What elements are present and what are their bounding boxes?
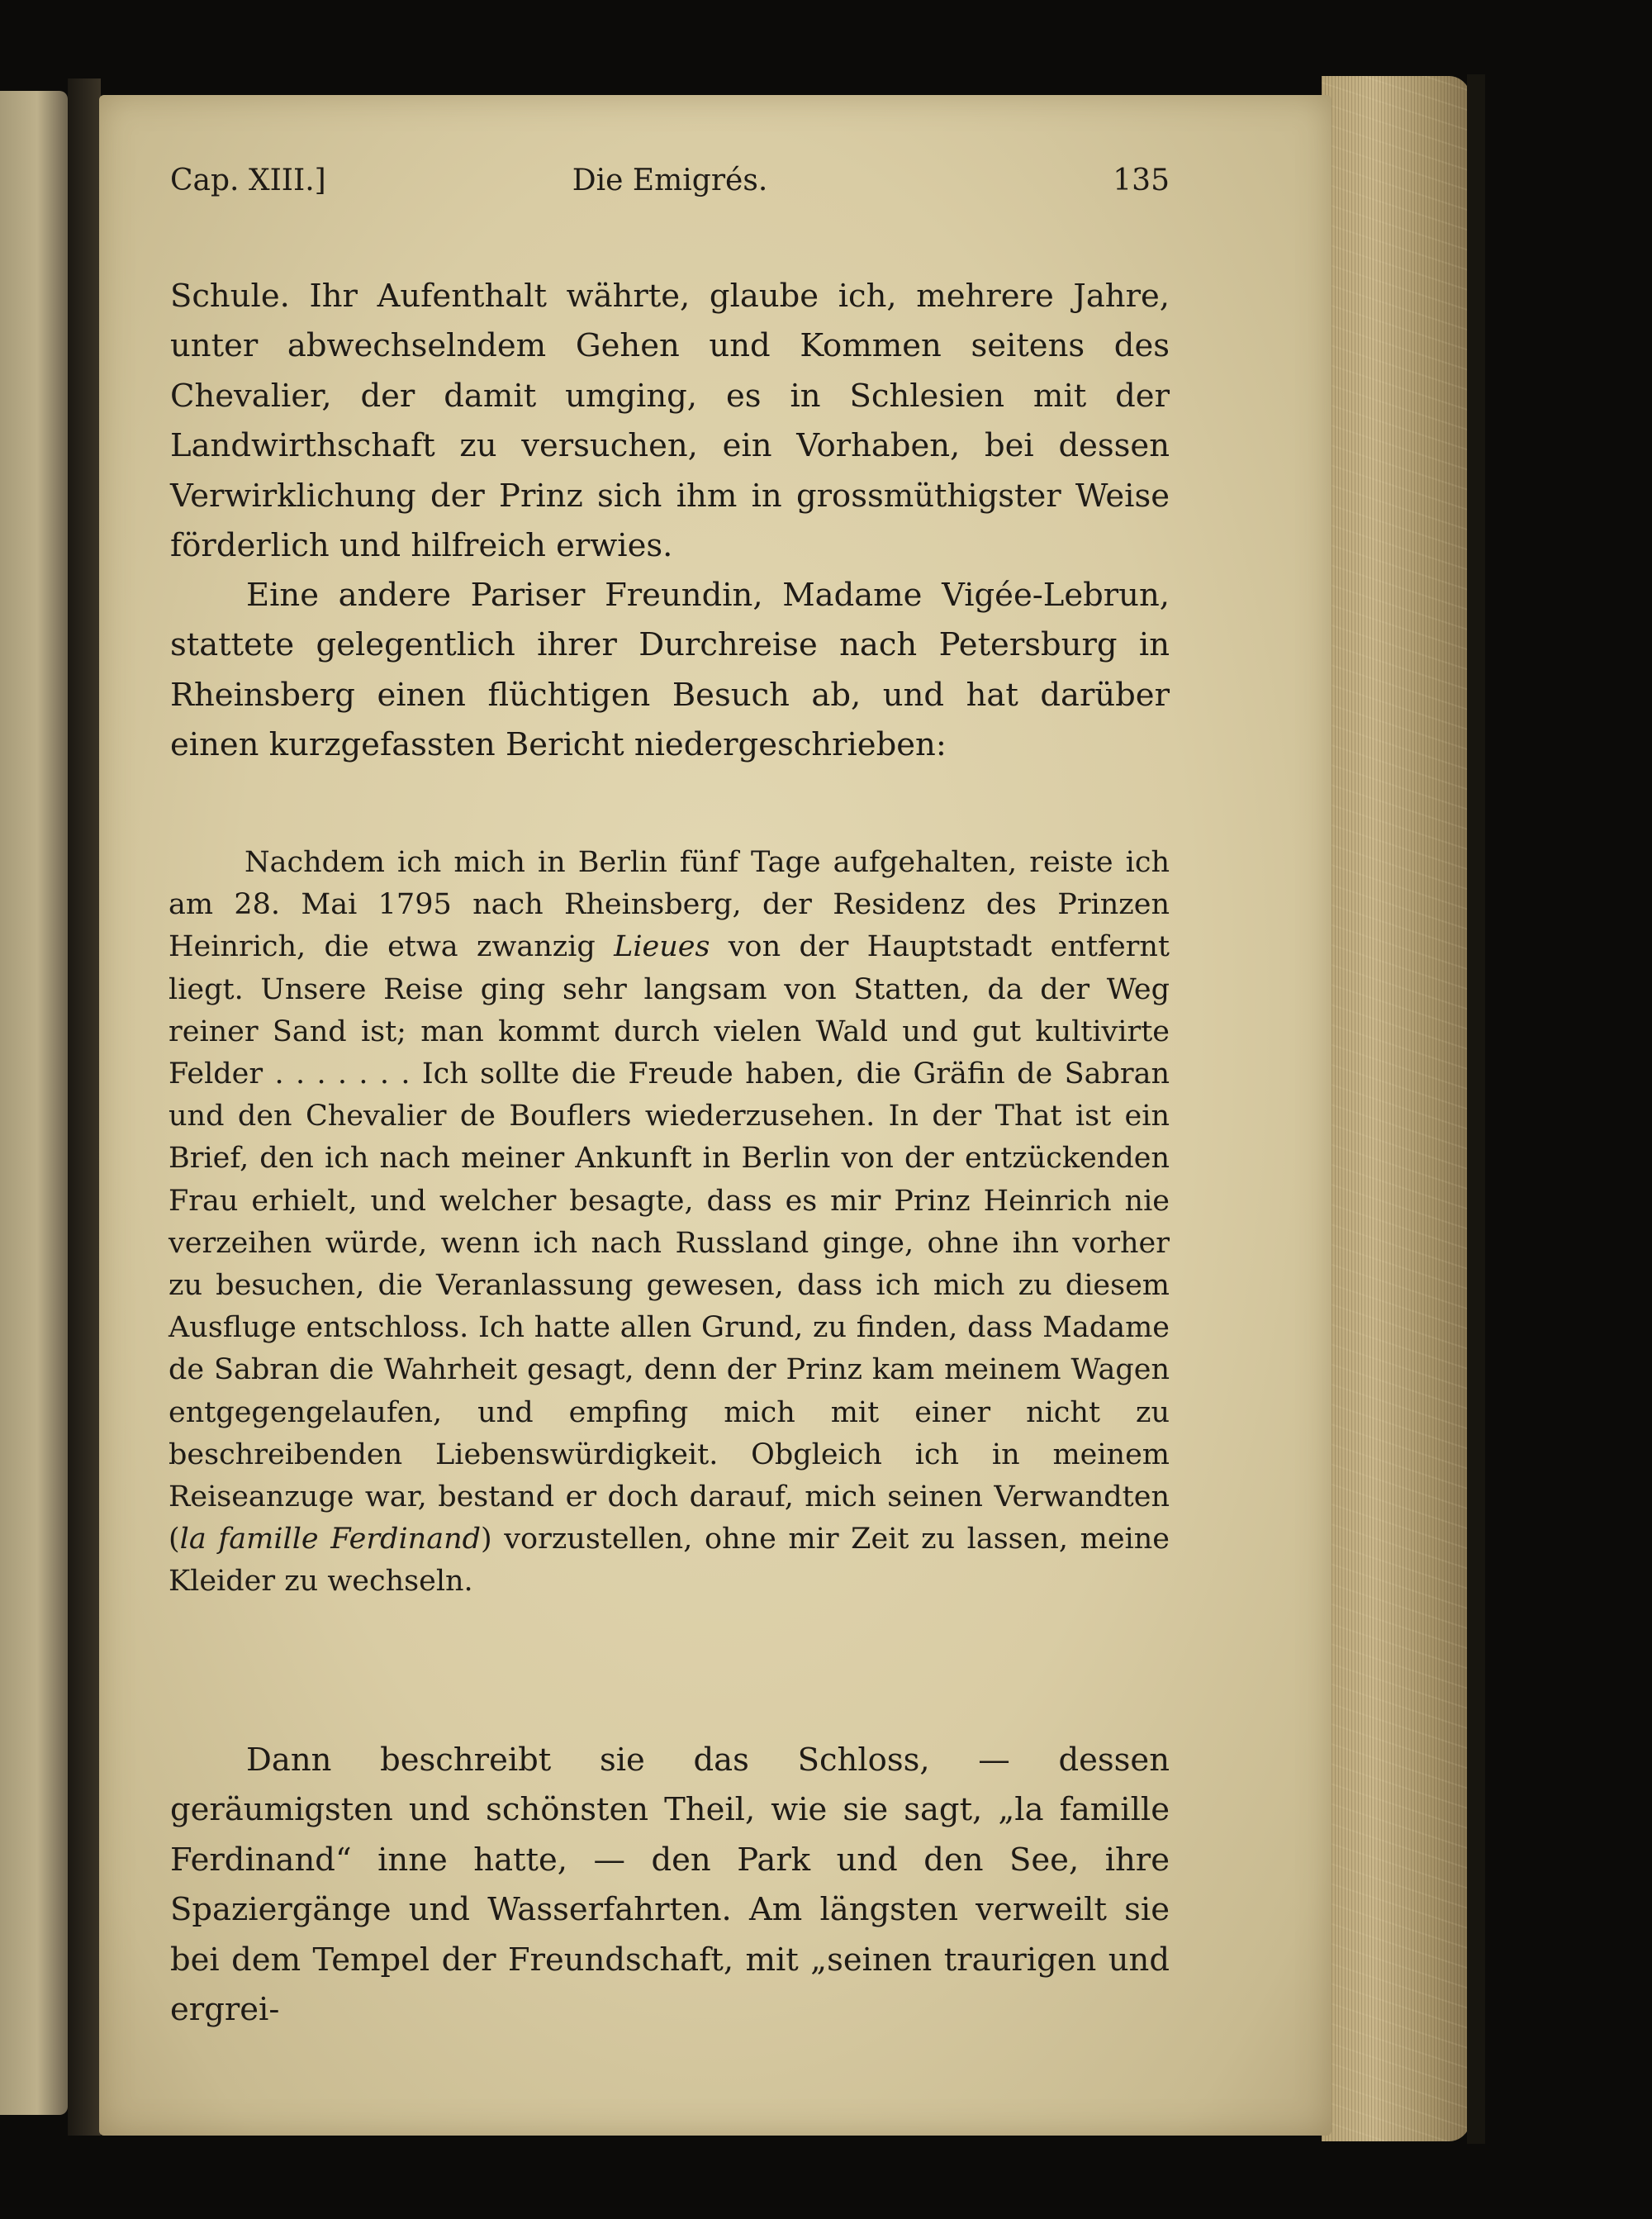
- chapter-title: Die Emigrés.: [572, 164, 768, 197]
- page-fore-edge: [1322, 76, 1470, 2141]
- quote-text-3: ) vorzustellen, ohne mir Zeit zu lassen, meine Kleider zu wechseln.: [169, 1523, 1170, 1599]
- previous-page-edge: [0, 91, 68, 2115]
- book-cover-edge: [1467, 74, 1485, 2144]
- page-number: 135: [1113, 164, 1170, 197]
- paragraph-2: Eine andere Pariser Freundin, Madame Vigée-Lebrun, stattete gelegentlich ihrer Durchreise nach Petersburg in Rheinsberg einen flüchtigen Besuch ab, und hat darüber einen kurzgefassten Bericht niedergeschrieben:: [170, 576, 1170, 763]
- quote-text-2: von der Hauptstadt entfernt liegt. Unsere Reise ging sehr langsam von Statten, da der Weg reiner Sand ist; man kommt durch vielen Wald und gut kultivirte Felder . . . . . . . Ich sollte die Freude haben, die Gräfin de Sabran und den Chevalier de Bouflers wiederzusehen. In der That ist ein Brief, den ich nach meiner Ankunft in Berlin von der entzückenden Frau erhielt, und welcher besagte, dass es mir Prinz Heinrich nie verzeihen würde, wenn ich nach Russland ginge, ohne ihn vorher zu besuchen, die Veranlassung gewesen, dass ich mich zu diesem Ausfluge entschloss. Ich hatte allen Grund, zu finden, dass Madame de Sabran die Wahrheit gesagt, denn der Prinz kam meinem Wagen entgegengelaufen, und empfing mich mit einer nicht zu beschreibenden Liebenswürdigkeit. Obgleich ich in meinem Reiseanzuge war, bestand er doch darauf, mich seinen Verwandten (: [169, 930, 1170, 1556]
- quoted-report: [169, 842, 1170, 1604]
- chapter-label: Cap. XIII.]: [170, 164, 326, 197]
- book-gutter: [68, 78, 101, 2136]
- running-header: [170, 164, 1170, 208]
- quote-text-1: Nachdem ich mich in Berlin fünf Tage aufgehalten, reiste ich am 28. Mai 1795 nach Rheinsberg, der Residenz des Prinzen Heinrich, die etwa zwanzig: [169, 846, 1170, 964]
- quote-italic-lieues: Lieues: [614, 930, 710, 964]
- paragraph-1: Schule. Ihr Aufenthalt währte, glaube ich, mehrere Jahre, unter abwechselndem Gehen und Kommen seitens des Chevalier, der damit umging, es in Schlesien mit der Landwirthschaft zu versuchen, ein Vorhaben, bei dessen Verwirklichung der Prinz sich ihm in grossmüthigster Weise förderlich und hilfreich erwies.: [170, 277, 1170, 564]
- quote-italic-famille: la famille Ferdinand: [179, 1523, 482, 1556]
- paragraph-3: Dann beschreibt sie das Schloss, — dessen geräumigsten und schönsten Theil, wie sie sagt, „la famille Ferdinand“ inne hatte, — den Park und den See, ihre Spaziergänge und Wasserfahrten. Am längsten verweilt sie bei dem Tempel der Freundschaft, mit „seinen traurigen und ergrei-: [170, 1741, 1170, 2028]
